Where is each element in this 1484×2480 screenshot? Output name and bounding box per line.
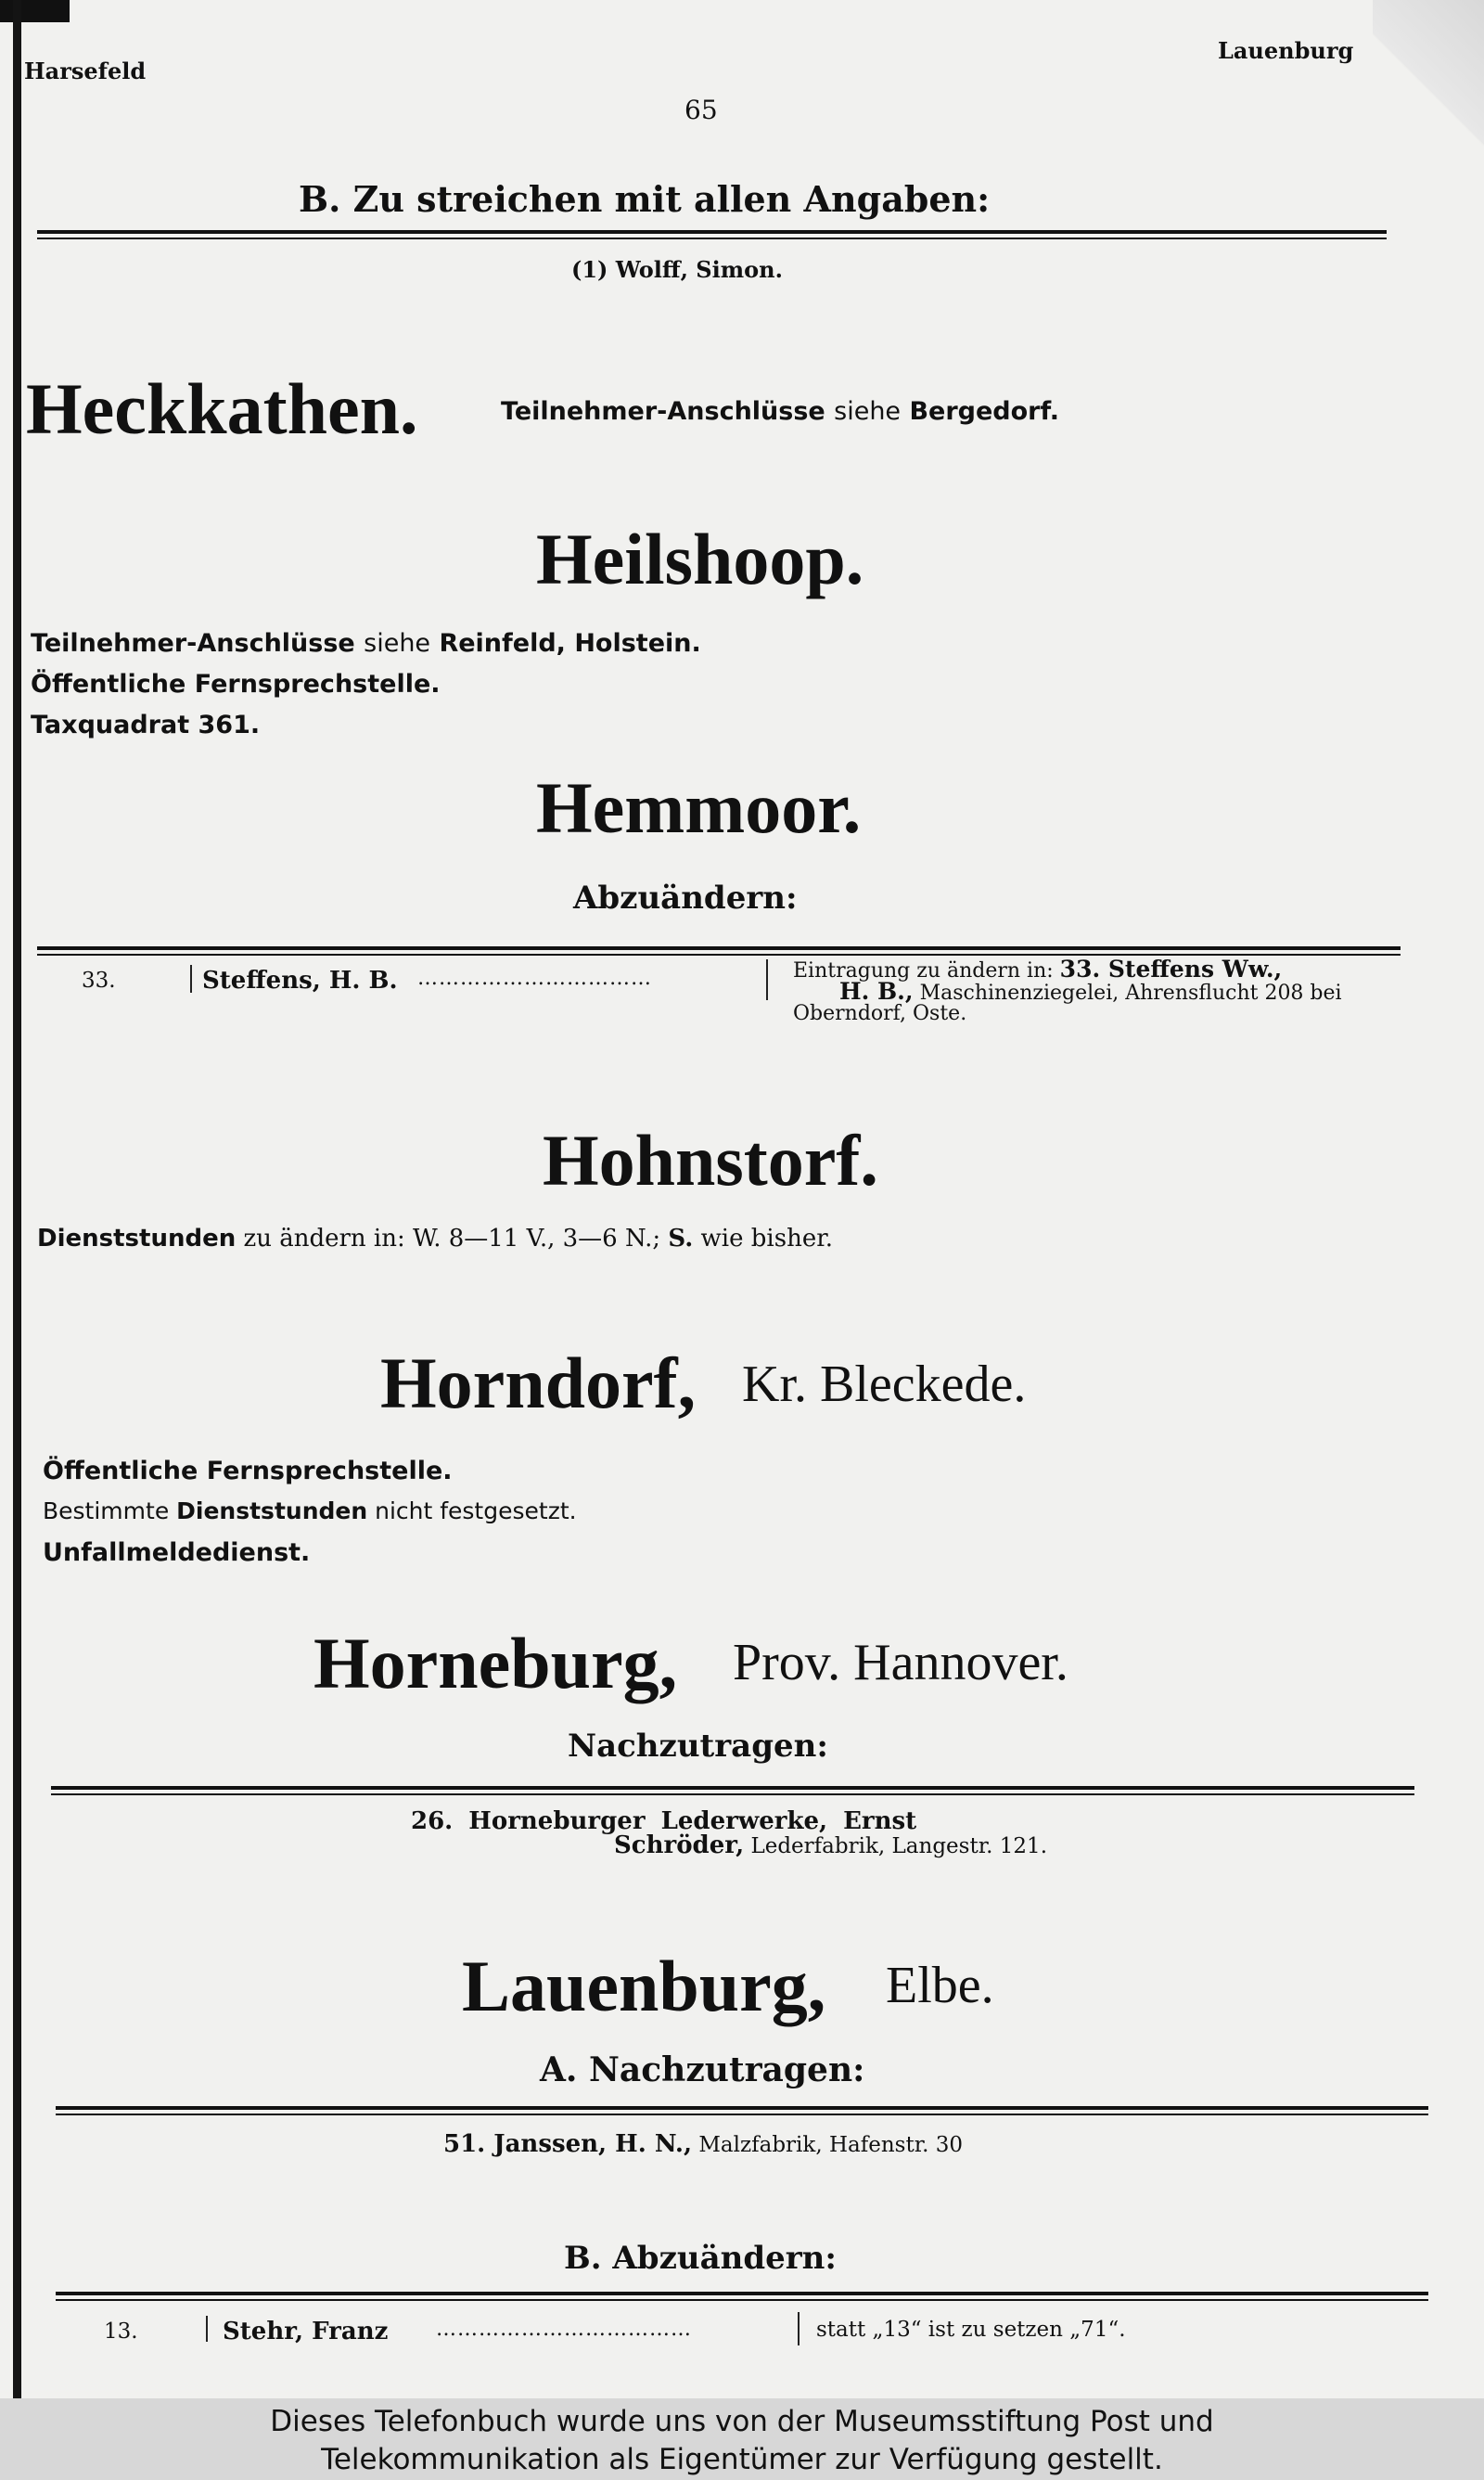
hohnstorf-line: Dienststunden zu ändern in: W. 8—11 V., 3—6 N.; S. wie bisher. xyxy=(37,1225,834,1253)
rule xyxy=(37,946,1401,950)
horneburg-entry-line2: Schröder, Lederfabrik, Langestr. 121. xyxy=(614,1831,1048,1859)
horndorf-suffix: Kr. Bleckede. xyxy=(742,1356,1027,1413)
hemmoor-entry-name: Steffens, H. B. xyxy=(202,967,398,995)
footer-line1: Dieses Telefonbuch wurde uns von der Museumsstiftung Post und xyxy=(270,2405,1214,2438)
rule xyxy=(37,230,1387,234)
page-binding-edge xyxy=(13,0,21,2398)
provenance-footer xyxy=(0,2398,1484,2480)
rule xyxy=(56,2106,1428,2110)
lauenburg-entry-janssen: 51. Janssen, H. N., Malzfabrik, Hafenstr. 30 xyxy=(443,2130,964,2158)
column-mark xyxy=(206,2316,208,2342)
rule xyxy=(37,238,1387,239)
header-left: Harsefeld xyxy=(24,58,147,84)
hemmoor-change-line3: Oberndorf, Oste. xyxy=(793,1002,967,1025)
lauenburg-suffix: Elbe. xyxy=(886,1957,994,2014)
page-fold xyxy=(1373,0,1484,176)
rule xyxy=(51,1793,1414,1795)
header-right: Lauenburg xyxy=(1218,37,1354,64)
horndorf-line3: Unfallmeldedienst. xyxy=(43,1538,311,1567)
rule xyxy=(56,2114,1428,2115)
place-heckkathen: Heckkathen. xyxy=(26,368,418,449)
lauenburg-dots: ……………………………… xyxy=(436,2318,692,2341)
horndorf-line1: Öffentliche Fernsprechstelle. xyxy=(43,1457,453,1485)
hemmoor-entry-number: 33. xyxy=(82,969,116,993)
lauenburg-entry-number: 13. xyxy=(104,2319,138,2344)
rule xyxy=(56,2299,1428,2301)
page-number: 65 xyxy=(684,95,718,125)
column-mark xyxy=(190,965,192,993)
section-title-streichen: B. Zu streichen mit allen Angaben: xyxy=(299,178,991,220)
heilshoop-line2: Öffentliche Fernsprechstelle. xyxy=(31,670,441,699)
column-mark xyxy=(798,2312,800,2345)
horneburg-entry-line1: 26. Horneburger Lederwerke, Ernst xyxy=(411,1807,917,1835)
place-heilshoop: Heilshoop. xyxy=(536,519,864,599)
place-hohnstorf: Hohnstorf. xyxy=(543,1120,878,1201)
rule xyxy=(51,1786,1414,1790)
section-lauenburg-nachzutragen: A. Nachzutragen: xyxy=(540,2050,865,2089)
place-horneburg: Horneburg, xyxy=(313,1623,678,1703)
hemmoor-dots: …………………………… xyxy=(417,967,652,990)
section-hemmoor-abzuaendern: Abzuändern: xyxy=(573,880,798,917)
place-lauenburg: Lauenburg, xyxy=(462,1946,826,2026)
heilshoop-line1: Teilnehmer-Anschlüsse siehe Reinfeld, Holstein. xyxy=(31,629,701,658)
horneburg-suffix: Prov. Hannover. xyxy=(733,1634,1068,1691)
lauenburg-entry-change: statt „13“ ist zu setzen „71“. xyxy=(816,2318,1126,2342)
section-lauenburg-abzuaendern: B. Abzuändern: xyxy=(564,2240,837,2277)
hemmoor-change-line1: Eintragung zu ändern in: 33. Steffens Ww., xyxy=(793,956,1283,983)
lauenburg-entry-name: Stehr, Franz xyxy=(223,2318,389,2345)
scan-corner xyxy=(0,0,70,22)
heckkathen-note: Teilnehmer-Anschlüsse siehe Bergedorf. xyxy=(501,397,1060,426)
rule xyxy=(56,2292,1428,2295)
column-mark xyxy=(766,959,768,1000)
entry-wolff: (1) Wolff, Simon. xyxy=(571,256,783,283)
place-horndorf: Horndorf, xyxy=(380,1343,697,1423)
horndorf-line2: Bestimmte Dienststunden nicht festgesetzt. xyxy=(43,1497,577,1524)
heilshoop-line3: Taxquadrat 361. xyxy=(31,711,261,739)
hemmoor-change-line2: H. B., Maschinenziegelei, Ahrensflucht 208 bei xyxy=(839,978,1342,1005)
footer-line2: Telekommunikation als Eigentümer zur Verfügung gestellt. xyxy=(321,2443,1163,2476)
place-hemmoor: Hemmoor. xyxy=(536,767,862,848)
section-horneburg-nachzutragen: Nachzutragen: xyxy=(568,1728,828,1765)
